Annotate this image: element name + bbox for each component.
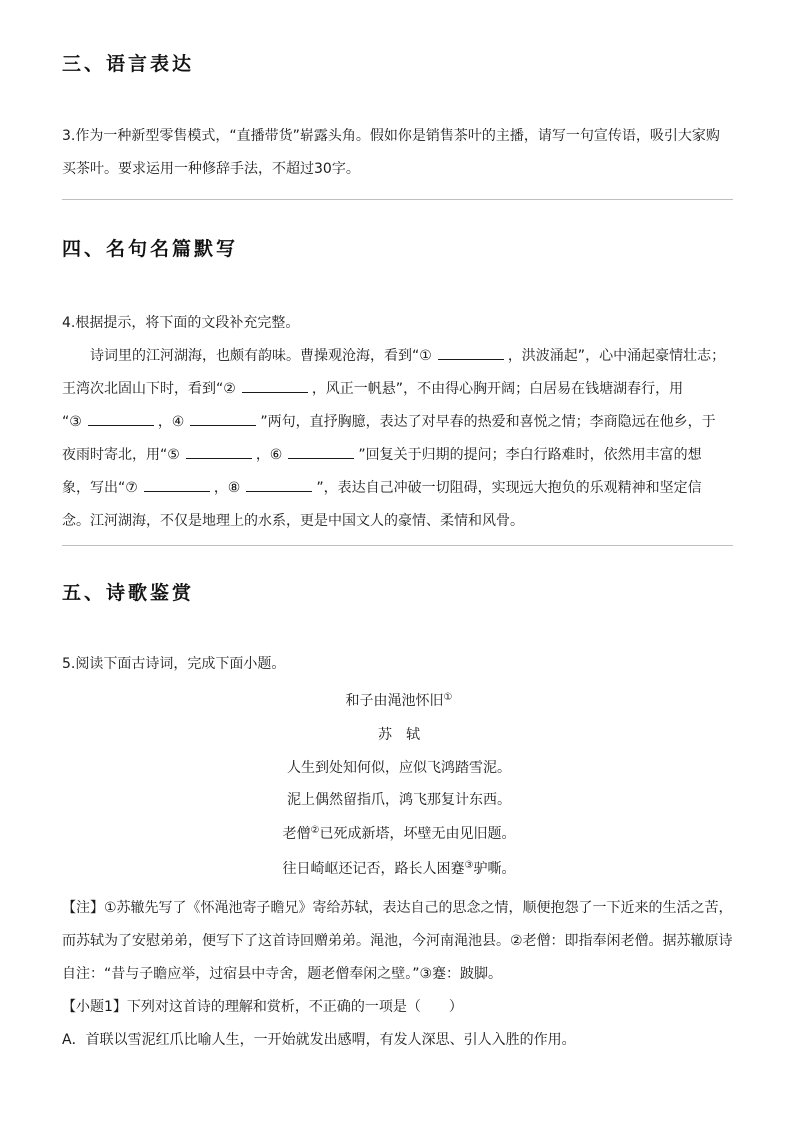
fill-blank-2[interactable] bbox=[242, 378, 308, 393]
passage-line-3 bbox=[62, 406, 736, 439]
passage-text: ”，表达自己冲破一切阻碍，实现远大抱负的乐观精神和坚定信 bbox=[316, 480, 702, 496]
poem-text: 老僧 bbox=[282, 826, 311, 842]
section-heading-poetry-appreciation: 五、诗歌鉴赏 bbox=[62, 582, 195, 604]
note-line-1: 【注】①苏辙先写了《怀渑池寄子瞻兄》寄给苏轼，表达自己的思念之情，顺便抱怨了一下近来的生活之苦， bbox=[62, 900, 733, 916]
fill-blank-6[interactable] bbox=[288, 444, 354, 459]
section-divider bbox=[62, 545, 733, 546]
passage-text: ”两句，直抒胸臆，表达了对早春的热爱和喜悦之情；李商隐远在他乡，于 bbox=[260, 414, 716, 430]
section-heading-language-expression: 三、语言表达 bbox=[62, 53, 195, 75]
passage-line-4 bbox=[62, 439, 736, 472]
fill-blank-1[interactable] bbox=[438, 345, 504, 360]
question-5-prompt bbox=[62, 648, 736, 681]
note-line-3: 自注：“昔与子瞻应举，过宿县中寺舍，题老僧奉闲之壁。”③蹇：跛脚。 bbox=[62, 966, 503, 982]
passage-text: ，⑧ bbox=[213, 480, 241, 496]
question-4-prompt: 4.根据提示，将下面的文段补充完整。 bbox=[62, 315, 300, 331]
poem-notes bbox=[62, 892, 736, 1057]
footnote-marker: ① bbox=[443, 692, 453, 703]
note-line-2: 而苏轼为了安慰弟弟，便写下了这首诗回赠弟弟。渑池，今河南渑池县。②老僧：即指奉闲老僧。据苏辙原诗 bbox=[62, 933, 733, 949]
question-3-line-1: 3.作为一种新型零售模式，“直播带货”崭露头角。假如你是销售茶叶的主播，请写一句宣传语，吸引大家购 bbox=[62, 128, 720, 144]
poem-text: 已死成新塔，坏壁无由见旧题。 bbox=[319, 826, 516, 842]
poem-text: 往日崎岖还记否，路长人困蹇 bbox=[282, 861, 465, 877]
passage-line-1 bbox=[62, 340, 736, 373]
option-a[interactable]: A．首联以雪泥红爪比喻人生，一开始就发出感喟，有发人深思、引人入胜的作用。 bbox=[62, 1032, 576, 1048]
question-4 bbox=[62, 307, 736, 538]
passage-text: 象，写出“⑦ bbox=[62, 480, 138, 496]
passage-text: ，洪波涌起”，心中涌起豪情壮志； bbox=[507, 348, 726, 364]
question-3-line-2: 买茶叶。要求运用一种修辞手法，不超过30字。 bbox=[62, 161, 360, 177]
question-3 bbox=[62, 120, 736, 186]
fill-blank-7[interactable] bbox=[144, 477, 210, 492]
passage-text: ，⑥ bbox=[255, 447, 283, 463]
poem-line-1: 人生到处知何似，应似飞鸿踏雪泥。 bbox=[287, 760, 511, 776]
poem-title-text: 和子由渑池怀旧 bbox=[345, 693, 444, 709]
poem-text: 驴嘶。 bbox=[473, 861, 516, 877]
fill-blank-3[interactable] bbox=[88, 411, 154, 426]
passage-line-6: 念。江河湖海，不仅是地理上的水系，更是中国文人的豪情、柔情和风骨。 bbox=[62, 513, 524, 529]
poem-line-4 bbox=[62, 858, 736, 878]
poem-author: 苏 轼 bbox=[378, 727, 420, 743]
passage-line-5 bbox=[62, 472, 736, 505]
poem-title bbox=[62, 690, 736, 710]
section-heading-famous-lines-dictation: 四、名句名篇默写 bbox=[62, 238, 239, 260]
passage-text: 夜雨时寄北，用“⑤ bbox=[62, 447, 180, 463]
footnote-marker: ② bbox=[310, 825, 320, 836]
passage-text: “③ bbox=[62, 414, 82, 430]
poem-line-2: 泥上偶然留指爪，鸿飞那复计东西。 bbox=[287, 792, 511, 808]
fill-blank-8[interactable] bbox=[246, 477, 312, 492]
poem-line-3 bbox=[62, 823, 736, 843]
footnote-marker: ③ bbox=[464, 860, 474, 871]
passage-text: 王湾次北固山下时，看到“② bbox=[62, 381, 236, 397]
subquestion-1: 【小题1】下列对这首诗的理解和赏析，不正确的一项是（ ） bbox=[62, 999, 463, 1015]
passage-text: ，风正一帆悬”，不由得心胸开阔；白居易在钱塘湖春行，用 bbox=[311, 381, 684, 397]
passage-text: ，④ bbox=[157, 414, 185, 430]
section-divider bbox=[62, 199, 733, 200]
fill-blank-5[interactable] bbox=[186, 444, 252, 459]
question-5-prompt-text: 5.阅读下面古诗词，完成下面小题。 bbox=[62, 656, 286, 672]
fill-blank-4[interactable] bbox=[190, 411, 256, 426]
passage-text: ”回复关于归期的提问；李白行路难时，依然用丰富的想 bbox=[358, 447, 702, 463]
passage-text: 诗词里的江河湖海，也颇有韵味。曹操观沧海，看到“① bbox=[90, 348, 432, 364]
passage-line-2 bbox=[62, 373, 736, 406]
